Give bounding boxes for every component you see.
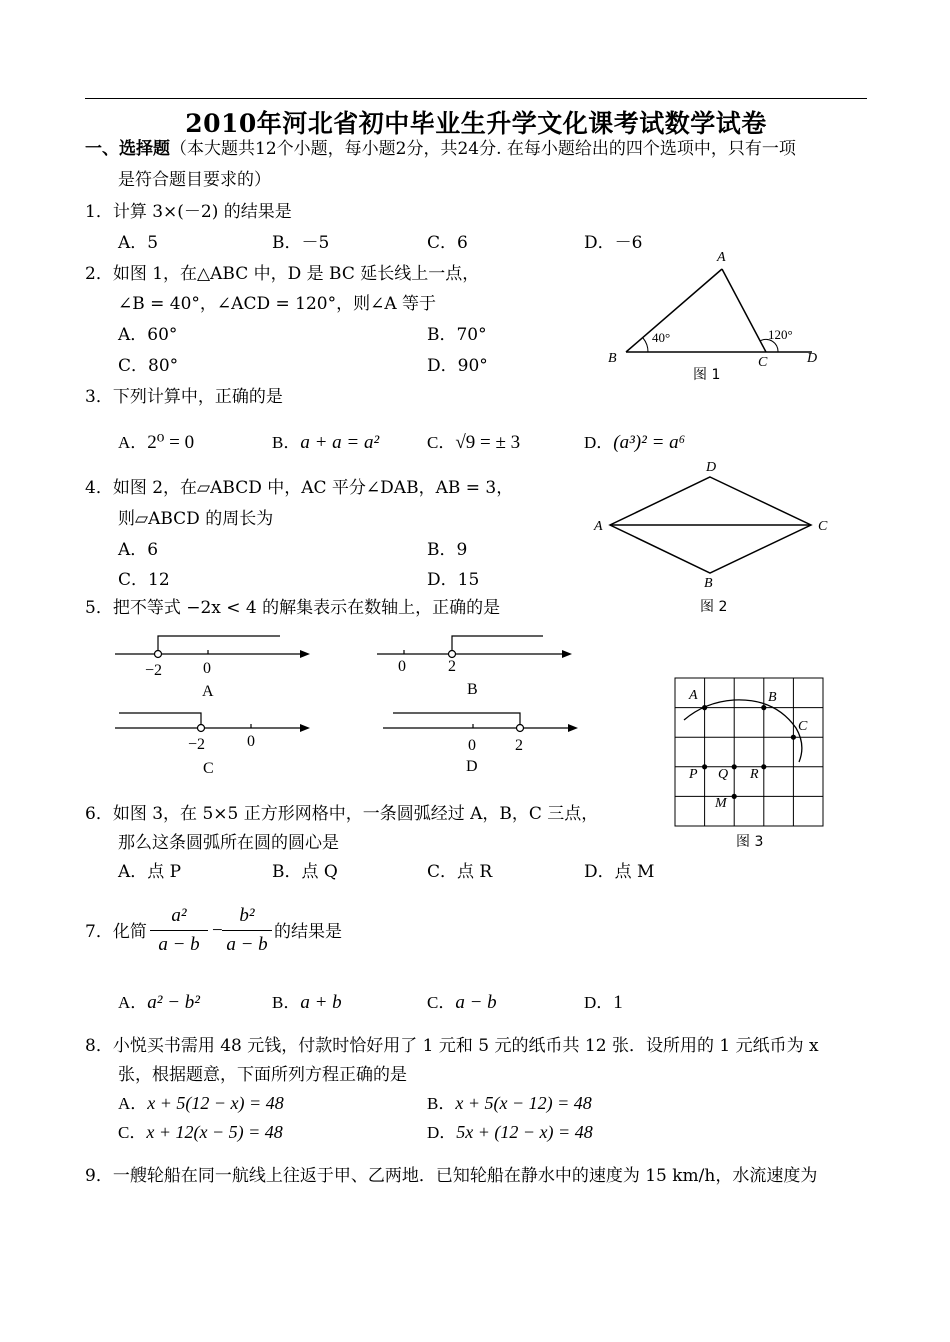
- fig1-label-c: C: [758, 355, 768, 370]
- section-instructions-cont: 是符合题目要求的）: [118, 170, 271, 190]
- fig2-label-a: A: [594, 519, 603, 534]
- q5b-tick-2: 2: [448, 658, 456, 675]
- section-heading: 一、选择题: [85, 139, 170, 159]
- q5-numberline-d: [378, 708, 588, 783]
- q1-stem: 1．计算 3×(－2) 的结果是: [85, 202, 292, 222]
- q5-numberline-a: [110, 630, 320, 705]
- q1-option-b: B．－5: [272, 233, 330, 253]
- q8-option-b: B．x + 5(x − 12) = 48: [427, 1093, 592, 1113]
- fig3-label-a: A: [689, 688, 698, 703]
- q5b-letter: B: [467, 681, 478, 698]
- q5d-tick-2: 2: [515, 737, 523, 754]
- fig1-label-a: A: [717, 250, 726, 265]
- q3-option-b: B．a + a = a²: [272, 432, 380, 453]
- q1-option-a: A．5: [118, 233, 159, 253]
- q5a-tick-2: 0: [203, 660, 211, 677]
- q4-line2: 则▱ABCD 的周长为: [118, 509, 274, 529]
- q2-option-a: A．60°: [118, 325, 178, 345]
- fig1-label-b: B: [608, 351, 617, 366]
- q5-stem: 5．把不等式 −2x < 4 的解集表示在数轴上，正确的是: [85, 598, 501, 618]
- figure-3-grid: [665, 670, 835, 855]
- q5b-tick-1: 0: [398, 658, 406, 675]
- fig3-label-p: P: [689, 767, 698, 782]
- q2-option-b: B．70°: [427, 325, 487, 345]
- q5c-tick-2: 0: [247, 733, 255, 750]
- q6-option-c: C．点 R: [427, 862, 493, 882]
- q4-option-b: B．9: [427, 540, 468, 560]
- q7-minus: −: [212, 920, 223, 941]
- fig3-label-b: B: [768, 690, 777, 705]
- q4-option-c: C．12: [118, 570, 170, 590]
- fig1-angle-b: 40°: [652, 330, 671, 345]
- fig1-caption: 图 1: [693, 367, 721, 383]
- q5d-tick-1: 0: [468, 737, 476, 754]
- fig2-label-c: C: [818, 519, 828, 534]
- page-title: 2010年河北省初中毕业生升学文化课考试数学试卷: [185, 109, 767, 138]
- fig3-caption: 图 3: [736, 834, 764, 850]
- q2-option-d: D．90°: [427, 356, 488, 376]
- q8-line2: 张，根据题意，下面所列方程正确的是: [118, 1065, 407, 1085]
- fig2-label-b: B: [704, 576, 713, 591]
- q5-numberline-c: [110, 708, 320, 783]
- q8-option-d: D．5x + (12 − x) = 48: [427, 1122, 593, 1142]
- figure-1-triangle: [600, 245, 830, 390]
- q4-option-d: D．15: [427, 570, 480, 590]
- q4-line1: 4．如图 2，在▱ABCD 中，AC 平分∠DAB，AB = 3，: [85, 478, 514, 498]
- q7-fraction-1: a² a − b: [150, 904, 208, 957]
- q1-option-d: D．－6: [584, 233, 643, 253]
- fig3-label-r: R: [750, 767, 759, 782]
- section-instructions: 一、选择题（本大题共12个小题，每小题2分，共24分. 在每小题给出的四个选项中，只有一项: [85, 139, 796, 159]
- q6-line2: 那么这条圆弧所在圆的圆心是: [118, 833, 339, 853]
- q1-option-c: C．6: [427, 233, 468, 253]
- q3-stem: 3．下列计算中，正确的是: [85, 387, 283, 407]
- fig1-angle-acd: 120°: [768, 327, 793, 342]
- fig3-label-c: C: [798, 719, 808, 734]
- q7-option-b: B．a + b: [272, 992, 342, 1013]
- fig2-label-d: D: [706, 460, 717, 475]
- q2-line2: ∠B = 40°，∠ACD = 120°，则∠A 等于: [118, 294, 437, 314]
- q6-option-d: D．点 M: [584, 862, 655, 882]
- q6-option-b: B．点 Q: [272, 862, 338, 882]
- fig1-label-d: D: [807, 351, 818, 366]
- q3-option-c: C．√9 = ± 3: [427, 432, 521, 453]
- q5a-tick-1: −2: [145, 662, 163, 679]
- q4-option-a: A．6: [118, 540, 159, 560]
- q7-prefix: 7．化简: [85, 922, 147, 942]
- q5d-letter: D: [466, 758, 478, 775]
- q5a-letter: A: [202, 683, 214, 700]
- q5-numberline-b: [372, 630, 582, 705]
- q3-option-a: A．2⁰ = 0: [118, 432, 195, 453]
- q3-option-d: D．(a³)² = a⁶: [584, 432, 686, 453]
- q2-option-c: C．80°: [118, 356, 179, 376]
- q6-line1: 6．如图 3，在 5×5 正方形网格中，一条圆弧经过 A，B，C 三点，: [85, 804, 599, 824]
- top-rule: [85, 98, 867, 99]
- q7-suffix: 的结果是: [274, 922, 342, 942]
- q5c-letter: C: [203, 760, 214, 777]
- q6-option-a: A．点 P: [118, 862, 182, 882]
- q9-stem: 9．一艘轮船在同一航线上往返于甲、乙两地．已知轮船在静水中的速度为 15 km/h，水流速度为: [85, 1166, 818, 1186]
- q8-line1: 8．小悦买书需用 48 元钱，付款时恰好用了 1 元和 5 元的纸币共 12 张．设所用的 1 元纸币为 x: [85, 1036, 819, 1056]
- q8-option-c: C．x + 12(x − 5) = 48: [118, 1122, 283, 1142]
- q7-option-d: D．1: [584, 992, 623, 1013]
- q7-option-a: A．a² − b²: [118, 992, 200, 1013]
- q5c-tick-1: −2: [188, 736, 206, 753]
- figure-2-parallelogram: [588, 455, 838, 620]
- q7-option-c: C．a − b: [427, 992, 497, 1013]
- q8-option-a: A．x + 5(12 − x) = 48: [118, 1093, 284, 1113]
- q7-fraction-2: b² a − b: [222, 904, 272, 957]
- q2-line1: 2．如图 1，在△ABC 中，D 是 BC 延长线上一点，: [85, 264, 480, 284]
- fig3-label-q: Q: [718, 767, 729, 782]
- fig3-label-m: M: [715, 796, 727, 811]
- fig2-caption: 图 2: [700, 599, 728, 615]
